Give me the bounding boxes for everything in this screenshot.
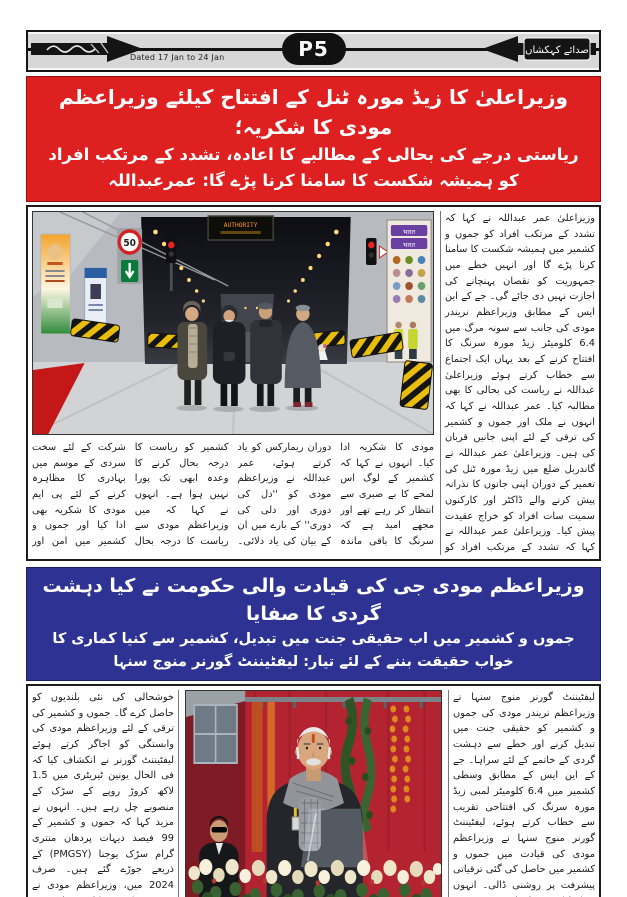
event-banner-left <box>41 234 71 334</box>
article2-headline-2: جموں و کشمیر میں اب حقیقی جنت میں تبدیل، کشمیر سے کنیا کماری کا خواب حقیقت بننے کے لئے تیار: لیفٹیننٹ گورنر منوج سنہا <box>52 631 575 670</box>
article2-body <box>26 684 601 897</box>
bharat-label-2: भारत <box>403 241 416 250</box>
glass-podium <box>301 809 368 867</box>
article1-right-column: وزیراعلیٰ عمر عبداللہ نے کہا کہ تشدد کے مرتکب افراد کو جموں و کشمیر میں ہمیشہ شکست کا سامنا کرنا پڑے گا اور انہیں خطے میں جمہوریت کو نقصان پہنچانے کی اجازت نہیں دی جائے گی۔ جے کے این ایس کے مطابق وزیراعظم نریندر مودی کی جانب سے سونہ مرگ میں 6.4 کلومیٹر زیڈ مورہ سرنگ کا افتتاح کرنے کے بعد یہاں ایک اجتماع سے خطاب کرتے ہوئے وزیراعلیٰ عبداللہ نے ریاست کی بحالی کا بھی مطالبہ کیا۔ عمر عبداللہ نے کہا کہ انہوں نے ملک اور جموں و کشمیر کی ترقی کے لئے اپنی جانیں قربان کی ہیں۔ وزیراعلیٰ عمر عبداللہ نے گاندربل ضلع میں زیڈ مورہ ٹنل کی تعمیر کے دوران اپنی جانوں کا نذرانہ پیش کرنے والے ڈاکٹر اور کارکنوں سمیت سات افراد کو خراج عقیدت پیش کیا۔ وزیراعلیٰ عمر عبداللہ نے کہا کہ تشدد کے مرتکب افراد کو <box>440 211 595 555</box>
page-number-label: P5 <box>298 37 329 61</box>
masthead-bar <box>26 30 601 72</box>
masthead-page-pill <box>282 33 346 65</box>
sinha-photo <box>185 690 442 897</box>
tunnel-photo <box>32 211 434 435</box>
article1-column-1: مودی کا شکریہ ادا کیا۔ انہوں نے کہا کہ کشمیر کے لوگ اس لمحے کا بے صبری سے انتظار کر رہے تھے اور مجھے امید ہے کہ سرنگ کا باقی ماندہ <box>340 442 434 548</box>
article2-headline-banner <box>26 567 601 681</box>
article1-column-3: کشمیر کو ریاست کا درجہ بحال کرنے کا وعدہ ابھی تک پورا نہیں ہوا ہے۔ انہوں نے کہا کہ میں وزیراعظم مودی سے ریاست کا درجہ بحال <box>134 442 229 548</box>
article1-body <box>26 205 601 561</box>
masthead-dated: Dated 17 Jan to 24 Jan <box>130 53 225 62</box>
article1-headline-1: وزیراعلیٰ کا زیڈ مورہ ٹنل کے افتتاح کیلئے وزیراعظم مودی کا شکریہ؛ <box>59 85 568 139</box>
newspaper-name-label: صدائے کہکشاں <box>525 45 589 56</box>
article1-column-2: دوران ریمارکس کو یاد کرتے ہوئے، عمر عبداللہ نے وزیراعظم مودی کو ''دل کی دوری اور دلی کی دوری'' کے بارے میں ان کے بیان کی یاد دلائی۔ <box>237 442 332 548</box>
lane-open-sign <box>121 260 138 282</box>
article1-headline-banner <box>26 76 601 202</box>
article2-headline-1: وزیراعظم مودی جی کی قیادت والی حکومت نے کیا دہشت گردی کا صفایا <box>42 575 585 625</box>
bharat-label-1: भारत <box>403 228 416 237</box>
tunnel-led-sign <box>208 216 273 240</box>
speed-limit-value: 50 <box>123 237 136 250</box>
article2-left-column: خوشحالی کی نئی بلندیوں کو حاصل کرے گا۔ جموں و کشمیر کی ترقی کے لئے وزیراعظم مودی کی وابستگی کو اجاگر کرتے ہوئے لیفٹیننٹ گورنر نے انکشاف کیا کہ فی الحال یونین ٹیریٹری میں 1.5 لاکھ کروڑ روپے کے سڑک کے منصوبے چل رہے ہیں۔ انہوں نے مزید کہا کہ جموں و کشمیر کے 99 فیصد دیہات پردھان منتری گرام سڑک یوجنا (PMGSY) کے ذریعے جوڑے گئے ہیں۔ صرف 2024 میں، وزیراعظم مودی نے <box>32 690 179 897</box>
led-sign-text: AUTHORITY <box>223 221 258 230</box>
masthead-left-arrow-icon <box>31 34 149 68</box>
article2-right-column: لیفٹیننٹ گورنر منوج سنہا نے وزیراعظم نریندر مودی کی جموں و کشمیر کو حقیقی جنت میں تبدیل کرنے اور خطے سے دہشت گردی کے خاتمے کے لئے سراہا۔ جے کے این ایس کے مطابق وسطی کشمیر میں 6.4 کلومیٹر لمبی زیڈ مورہ سرنگ کی افتتاحی تقریب سے خطاب کرتے ہوئے، لیفٹیننٹ گورنر منوج سنہا نے وزیراعظم مودی کی قیادت میں جموں و کشمیر میں حاصل کی گئی ترقیاتی پیشرفت پر روشنی ڈالی۔ انہوں <box>448 690 595 897</box>
article1-column-4: شرکت کے لئے سخت سردی کے موسم میں بہادری کا مظاہرہ کرنے کے لئے پی ایم مودی کا شکریہ بھی ادا کیا اور جموں و کشمیر میں امن اور <box>32 442 126 548</box>
masthead-right-arrow-icon <box>444 34 596 68</box>
article1-headline-2: ریاستی درجے کی بحالی کے مطالبے کا اعادہ، تشدد کے مرتکب افراد کو ہمیشہ شکست کا سامنا کرنا پڑے گا: عمرعبداللہ <box>48 145 579 190</box>
